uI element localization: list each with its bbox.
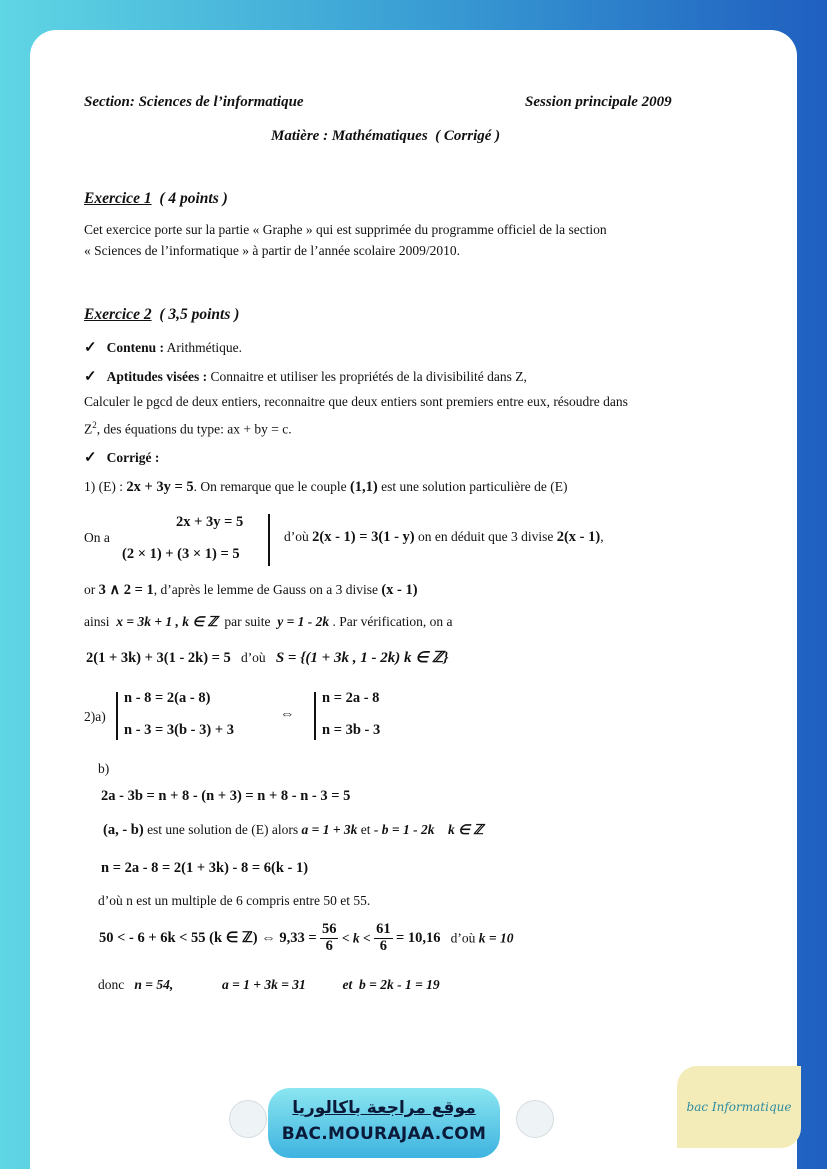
fraction-denominator: 6 xyxy=(379,937,387,954)
exercise1-heading xyxy=(84,190,228,208)
banner-site[interactable]: BAC.MOURAJAA.COM xyxy=(281,1124,487,1144)
fraction-numerator: 61 xyxy=(376,921,391,937)
contenu-value: Arithmétique. xyxy=(166,340,242,355)
contenu-line xyxy=(84,338,242,357)
exercise2-points: ( 3,5 points ) xyxy=(159,306,240,323)
fraction-denominator: 6 xyxy=(325,937,333,954)
ainsi-suffix: . Par vérification, on a xyxy=(332,614,453,629)
logo-left-icon xyxy=(229,1100,267,1138)
aptitudes-z: Z xyxy=(84,421,93,437)
inequality-right: = 10,16 xyxy=(395,929,441,946)
exercise1-line1: Cet exercice porte sur la partie « Graphe » qui est supprimée du programme officiel de la section xyxy=(84,222,607,237)
exercise1-title: Exercice 1 xyxy=(84,190,152,207)
exercise1-line2: « Sciences de l’informatique » à partir de l’année scolaire 2009/2010. xyxy=(84,243,460,258)
b-line1: 2a - 3b = n + 8 - (n + 3) = n + 8 - n - 3 = 5 xyxy=(101,788,351,804)
aptitudes-line xyxy=(84,367,527,386)
header-matiere: Matière : Mathématiques xyxy=(271,128,428,144)
b-line2 xyxy=(103,822,483,839)
contenu-label: Contenu : xyxy=(106,340,164,355)
q2a-right-eq2: n = 3b - 3 xyxy=(322,722,381,738)
brand-logo: bac Informatique xyxy=(677,1066,801,1148)
b-et: et xyxy=(360,822,371,837)
verification-dou: d’où xyxy=(240,650,266,665)
header-section: Section: Sciences de l’informatique xyxy=(84,94,304,110)
donc-b: b = 2k - 1 = 19 xyxy=(359,977,440,992)
system-comma: , xyxy=(600,529,604,544)
or-divisor: (x - 1) xyxy=(381,582,418,598)
verification-line xyxy=(86,648,448,667)
b-pair: (a, - b) xyxy=(103,822,144,838)
fraction-61-6 xyxy=(374,922,393,955)
corrige-label: Corrigé : xyxy=(106,450,160,465)
system-dou: d’où xyxy=(284,529,309,544)
checkmark-icon: ✓ xyxy=(84,340,97,356)
or-prefix: or xyxy=(84,582,96,597)
b-line3: n = 2a - 8 = 2(1 + 3k) - 8 = 6(k - 1) xyxy=(101,860,309,876)
q1-pair: (1,1) xyxy=(349,479,378,495)
exercise2-heading xyxy=(84,306,239,324)
q2a-label: 2)a) xyxy=(84,709,106,724)
system-conclusion xyxy=(284,529,604,546)
q2b-label: b) xyxy=(98,761,110,776)
header-corrige: ( Corrigé ) xyxy=(435,128,501,144)
document-page xyxy=(30,30,797,1169)
system-eq1: 2x + 3y = 5 xyxy=(176,514,244,530)
header-subject xyxy=(271,128,500,145)
aptitudes-line2: Calculer le pgcd de deux entiers, reconnaitre que deux entiers sont premiers entre eux, résoudre dans xyxy=(84,394,628,409)
q2a-left-brace xyxy=(116,692,118,740)
exercise2-title: Exercice 2 xyxy=(84,306,152,323)
exercise1-points: ( 4 points ) xyxy=(159,190,228,207)
donc-n: n = 54, xyxy=(134,977,174,992)
inequality-left: 50 < - 6 + 6k < 55 (k ∈ ℤ) ⇔ 9,33 = xyxy=(99,929,317,946)
b-eq-a: a = 1 + 3k xyxy=(301,822,358,837)
ainsi-prefix: ainsi xyxy=(84,614,110,629)
banner-arabic: موقع مراجعة باكالوريا xyxy=(292,1098,476,1118)
system-equation: 2(x - 1) = 3(1 - y) xyxy=(312,529,415,545)
aptitudes-line3 xyxy=(84,420,292,438)
site-banner[interactable] xyxy=(268,1088,500,1158)
inequality-line xyxy=(99,922,513,955)
or-line xyxy=(84,582,418,599)
logo-right-icon xyxy=(516,1100,554,1138)
inequality-mid: < k < xyxy=(341,930,371,946)
header-session: Session principale 2009 xyxy=(525,94,672,110)
q1-line xyxy=(84,479,567,496)
system-eq2: (2 × 1) + (3 × 1) = 5 xyxy=(122,546,240,562)
donc-line xyxy=(98,977,440,993)
aptitudes-exponent: 2 xyxy=(92,420,97,430)
aptitudes-label: Aptitudes visées : xyxy=(106,369,208,384)
or-equation: 3 ∧ 2 = 1 xyxy=(98,582,154,598)
q2a-right-eq1: n = 2a - 8 xyxy=(322,690,380,706)
q2a-left-eq1: n - 8 = 2(a - 8) xyxy=(124,690,211,706)
q1-equation: 2x + 3y = 5 xyxy=(126,479,194,495)
ainsi-line xyxy=(84,614,452,630)
donc-a: a = 1 + 3k = 31 xyxy=(221,977,306,992)
q1-suffix: est une solution particulière de (E) xyxy=(381,479,568,494)
system-divisor: 2(x - 1) xyxy=(556,529,601,545)
b-k-domain: k ∈ ℤ xyxy=(447,822,484,837)
corrige-line xyxy=(84,448,159,467)
b-text: est une solution de (E) alors xyxy=(147,822,299,837)
ainsi-text: par suite xyxy=(224,614,271,629)
ainsi-equation2: y = 1 - 2k xyxy=(277,614,330,629)
or-text: , d’après le lemme de Gauss on a 3 divise xyxy=(153,582,378,597)
donc-prefix: donc xyxy=(98,977,125,992)
fraction-numerator: 56 xyxy=(321,921,337,937)
solution-set: S = {(1 + 3k , 1 - 2k) k ∈ ℤ} xyxy=(275,650,449,666)
q1-text: . On remarque que le couple xyxy=(193,479,347,494)
system-text: on en déduit que 3 divise xyxy=(417,529,554,544)
donc-et: et xyxy=(342,977,353,992)
fraction-56-6 xyxy=(320,922,339,955)
b-eq-b: - b = 1 - 2k xyxy=(373,822,435,837)
aptitudes-equations: , des équations du type: ax + by = c. xyxy=(96,421,292,437)
system-brace xyxy=(268,514,270,566)
b-line4: d’où n est un multiple de 6 compris entre 50 et 55. xyxy=(98,893,371,908)
inequality-k: k = 10 xyxy=(478,930,514,946)
q2a-right-brace xyxy=(314,692,316,740)
checkmark-icon: ✓ xyxy=(84,369,97,385)
q2a-equivalence: ⇔ xyxy=(280,706,295,722)
verification-equation: 2(1 + 3k) + 3(1 - 2k) = 5 xyxy=(86,650,231,666)
inequality-dou: d’où xyxy=(450,930,476,946)
checkmark-icon: ✓ xyxy=(84,450,97,466)
system-on-a: On a xyxy=(84,530,110,545)
q1-prefix: 1) (E) : xyxy=(84,479,123,494)
ainsi-equation: x = 3k + 1 , k ∈ ℤ xyxy=(116,614,218,629)
aptitudes-value: Connaitre et utiliser les propriétés de la divisibilité dans Z, xyxy=(210,369,527,384)
q2a-left-eq2: n - 3 = 3(b - 3) + 3 xyxy=(124,722,234,738)
